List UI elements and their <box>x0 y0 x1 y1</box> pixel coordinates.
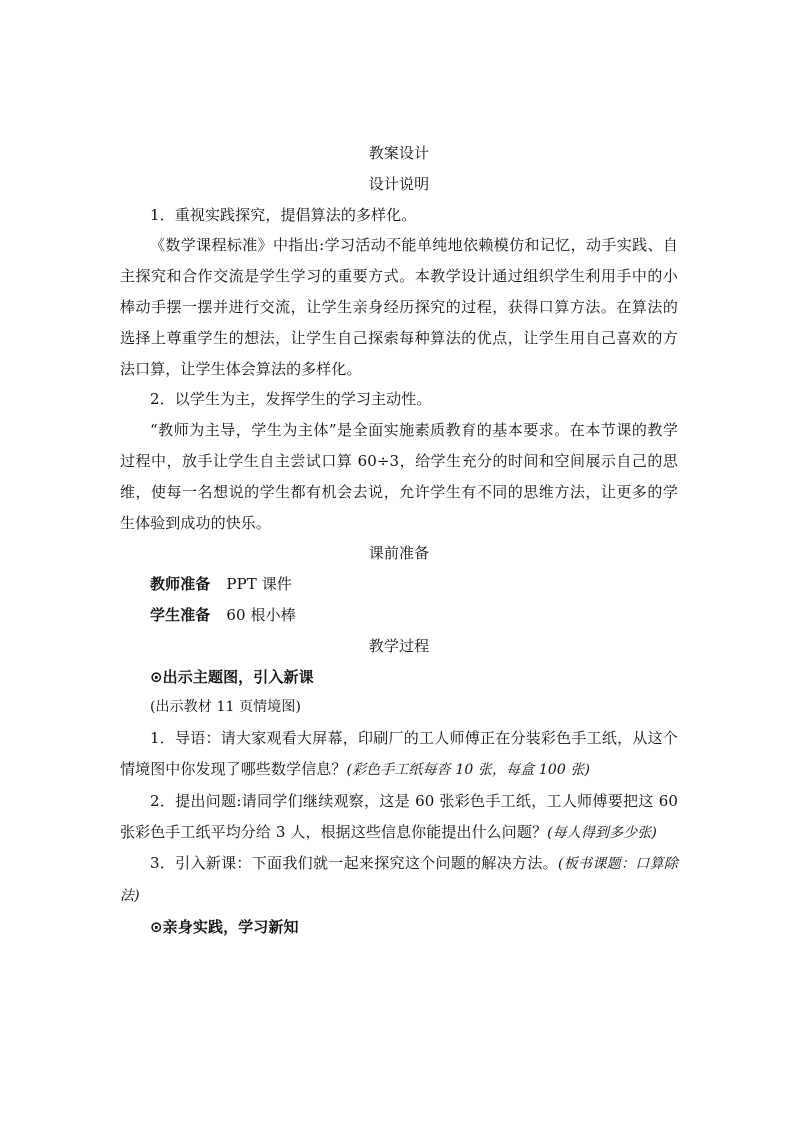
point-2-heading: 2．以学生为主，发挥学生的学习主动性。 <box>150 390 432 409</box>
teacher-prep-value: PPT 课件 <box>226 575 292 594</box>
section-prep: 课前准备 <box>368 544 430 563</box>
document-title: 教案设计 <box>368 144 430 162</box>
point-1-heading: 1．重视实践探究，提倡算法的多样化。 <box>150 205 417 224</box>
student-prep <box>120 600 678 631</box>
step-1-item-2 <box>120 786 678 849</box>
step-1-item-2-note: (每人得到多少张) <box>547 824 657 841</box>
step-1-heading: ⊙出示主题图，引入新课 <box>150 667 314 686</box>
point-2-body: “教师为主导，学生为主体”是全面实施素质教育的基本要求。在本节课的教学过程中，放手让学生自主尝试口算 60÷3，给学生充分的时间和空间展示自己的思维，使每一名想说的学生都有机会去说，允许学生有不同的思维方法，让更多的学生体验到成功的快乐。 <box>120 421 678 532</box>
step-1-item-1-note: (彩色手工纸每沓 10 张，每盒 100 张) <box>346 761 591 778</box>
step-1-item-1-text: 1．导语：请大家观看大屏幕，印刷厂的工人师傅正在分装彩色手工纸，从这个情境图中你发现了哪些数学信息？ <box>120 729 678 778</box>
step-1-item-3-text: 3．引入新课：下面我们就一起来探究这个问题的解决方法。 <box>150 854 558 873</box>
document-page <box>120 138 678 943</box>
step-2-heading: ⊙亲身实践，学习新知 <box>150 917 299 936</box>
step-1-note: (出示教材 11 页情境图) <box>150 699 302 716</box>
step-1-item-1 <box>120 723 678 786</box>
student-prep-label: 学生准备 <box>150 605 211 624</box>
section-process: 教学过程 <box>368 636 430 655</box>
teacher-prep <box>120 569 678 600</box>
section-design-note: 设计说明 <box>368 174 430 193</box>
step-1-item-3-note: (板书课题：口算除法) <box>120 856 678 905</box>
point-1-body: 《数学课程标准》中指出:学习活动不能单纯地依赖模仿和记忆，动手实践、自主探究和合作交流是学生学习的重要方式。本教学设计通过组织学生利用手中的小棒动手摆一摆并进行交流，让学生亲身经历探究的过程，获得口算方法。在算法的选择上尊重学生的想法，让学生自己探索每种算法的优点，让学生用自己喜欢的方法口算，让学生体会算法的多样化。 <box>120 236 678 378</box>
teacher-prep-label: 教师准备 <box>150 575 211 594</box>
step-1-item-3 <box>120 848 678 912</box>
step-1-item-2-text: 2．提出问题:请同学们继续观察，这是 60 张彩色手工纸，工人师傅要把这 60 张彩色手工纸平均分给 3 人，根据这些信息你能提出什么问题？ <box>120 791 678 841</box>
student-prep-value: 60 根小棒 <box>226 605 296 624</box>
